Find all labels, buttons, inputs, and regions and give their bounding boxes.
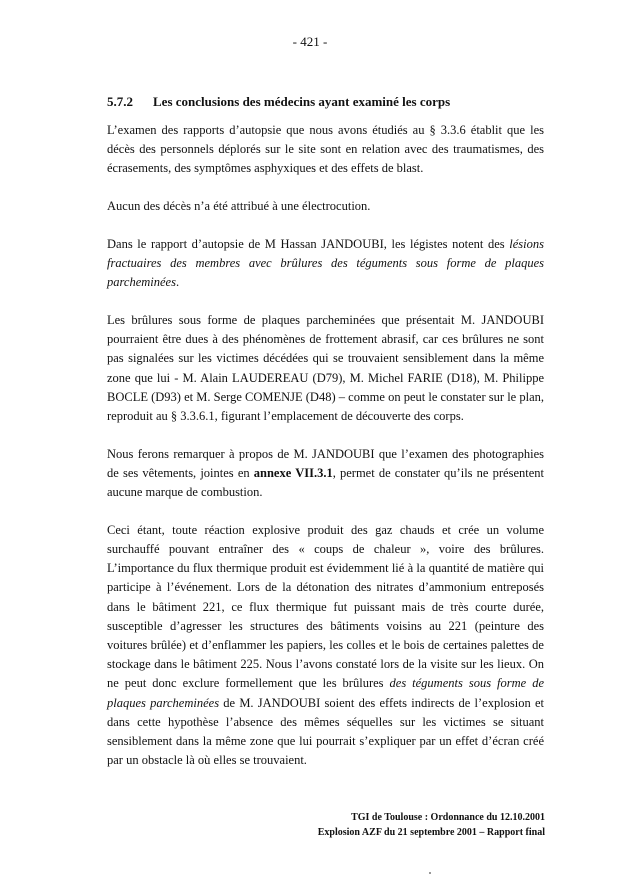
page-footer (318, 810, 545, 840)
text-run: Dans le rapport d’autopsie de M Hassan JANDOUBI, les légistes notent des (107, 236, 510, 251)
paragraph-thermal-flux (107, 521, 544, 771)
section-title: Les conclusions des médecins ayant examiné les corps (153, 94, 451, 109)
section-number: 5.7.2 (107, 94, 133, 109)
scan-speck (429, 872, 431, 874)
page-number: - 421 - (292, 34, 328, 49)
text-run: . (175, 275, 180, 290)
paragraph-burns-analysis: Les brûlures sous forme de plaques parcheminées que présentait M. JANDOUBI pourraient être dues à des phénomènes de frottement abrasif, car ces brûlures ne sont pas signalées sur les victimes décédées qui se trouvaient sensiblement dans la même zone que lui - M. Alain LAUDEREAU (D79), M. Michel FARIE (D18), M. Philippe BOCLE (D93) et M. Serge COMENJE (D48) – comme on peut le constater sur le plan, reproduit au § 3.3.6.1, figurant l’emplacement de découverte des corps. (107, 312, 544, 423)
text-run: Nous ferons remarquer à propos de M. JANDOUBI que l’examen des photographies de ses vêtements, jointes en (107, 446, 544, 480)
italic-quote: lésions fractuaires des membres avec brûlures des téguments sous forme de plaques parcheminées (107, 236, 544, 290)
italic-quote: des téguments sous forme de plaques parcheminées (107, 676, 544, 710)
body-text (107, 121, 544, 770)
section-heading (107, 94, 450, 110)
paragraph-autopsy-reports: L’examen des rapports d’autopsie que nous avons étudiés au § 3.3.6 établit que les décès des personnels déplorés sur le site sont en relation avec des traumatismes, des écrasements, des symptômes asphyxiques et des effets de blast. (107, 123, 544, 176)
annex-reference: annexe VII.3.1 (253, 465, 333, 480)
paragraph-jandoubi-autopsy (107, 235, 544, 293)
footer-line-court: TGI de Toulouse : Ordonnance du 12.10.2001 (351, 812, 545, 823)
paragraph-no-electrocution: Aucun des décès n’a été attribué à une électrocution. (107, 199, 371, 214)
footer-line-report: Explosion AZF du 21 septembre 2001 – Rapport final (317, 827, 545, 838)
paragraph-clothing-photos (107, 445, 544, 503)
text-run: Ceci étant, toute réaction explosive produit des gaz chauds et crée un volume surchauffé pouvant entraîner des « coups de chaleur », voire des brûlures. L’importance du flux thermique produit est évidemment lié à la quantité de matière qui participe à l’événement. Lors de la détonation des nitrates d’ammonium entreposés dans le bâtiment 221, ce flux thermique fut puissant mais de très courte durée, susceptible d’agresser les structures des bâtiments voisins au 221 (peinture des voitures brûlée) et d’enflammer les papiers, les colles et le bois de certaines palettes de stockage dans le bâtiment 225. Nous l’avons constaté lors de la visite sur les lieux. On ne peut donc exclure formellement que les brûlures (107, 522, 544, 691)
text-run: de M. JANDOUBI soient des effets indirects de l’explosion et dans cette hypothèse l’absence des mêmes séquelles sur les victimes se situant sensiblement dans la même zone que lui pourrait s’expliquer par un effet d’écran créé par un obstacle là où elles se trouvaient. (107, 695, 545, 768)
text-run: , permet de constater qu’ils ne présentent aucune marque de combustion. (107, 465, 544, 500)
